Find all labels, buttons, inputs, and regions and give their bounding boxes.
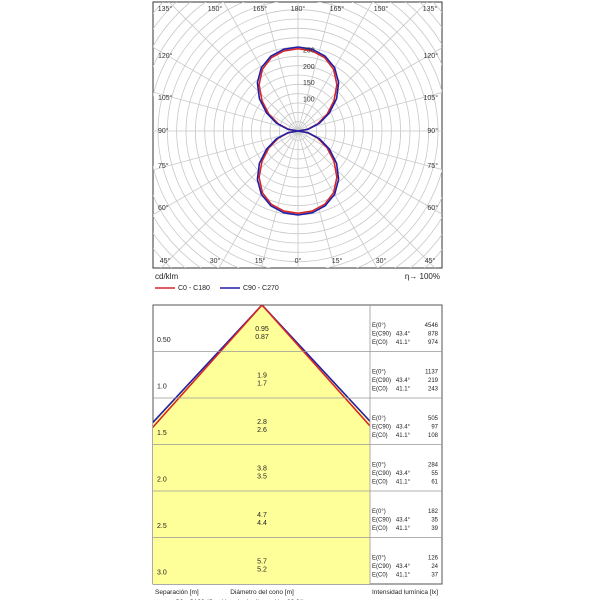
row-illuminance: 4546 (424, 323, 438, 329)
row-diameter-c90: 0.95 (255, 326, 269, 333)
row-diameter-c0: 5.2 (257, 566, 267, 574)
row-e-label: E(C90) (372, 517, 392, 524)
row-diameter-c90: 5.7 (257, 558, 267, 566)
row-e-label: E(C90) (372, 424, 392, 431)
row-separation: 2.0 (157, 476, 167, 484)
row-angle: 43.4° (395, 471, 410, 477)
row-illuminance: 35 (431, 517, 438, 524)
row-angle: 43.4° (395, 517, 410, 524)
row-e-label: E(C90) (372, 564, 392, 570)
row-separation: 1.0 (157, 383, 167, 391)
angle-label-top: 135° (422, 6, 438, 13)
angle-label-bottom: 15° (331, 258, 343, 265)
row-diameter-c0: 4.4 (257, 520, 267, 527)
angle-label-top: 135° (157, 6, 173, 13)
row-diameter-c0: 3.5 (257, 473, 267, 481)
angle-label-top: 165° (329, 6, 345, 13)
row-diameter-c0: 0.87 (255, 334, 269, 341)
row-e-label: E(0°) (372, 369, 386, 376)
row-e-label: E(0°) (372, 416, 386, 422)
row-angle: 41.1° (395, 526, 410, 532)
angle-label-left: 60° (158, 205, 169, 212)
angle-label-right: 120° (423, 53, 438, 60)
row-separation: 0.50 (157, 337, 171, 344)
radial-tick-label: 150 (303, 80, 315, 88)
row-diameter-c90: 3.8 (257, 465, 267, 473)
row-illuminance: 61 (431, 479, 438, 486)
row-diameter-c0: 2.6 (257, 427, 267, 434)
angle-label-top: 165° (252, 6, 268, 13)
row-angle: 41.1° (395, 340, 410, 346)
angle-label-top: 150° (373, 6, 389, 13)
row-e-label: E(0°) (372, 555, 386, 562)
row-diameter-c90: 1.9 (257, 372, 267, 380)
row-angle: 43.4° (395, 331, 410, 338)
row-illuminance: 284 (427, 462, 438, 469)
legend-label-c0: C0 - C180 (178, 285, 210, 292)
row-illuminance: 126 (427, 555, 438, 562)
angle-label-right: 90° (427, 128, 438, 135)
row-angle: 41.1° (395, 572, 410, 579)
row-e-label: E(0°) (372, 462, 386, 469)
cone-layer (3, 305, 521, 600)
row-angle: 41.1° (395, 433, 410, 439)
row-separation: 3.0 (157, 569, 167, 577)
row-illuminance: 39 (431, 526, 438, 532)
row-e-label: E(C0) (372, 526, 388, 532)
legend-label-c90: C90 - C270 (243, 285, 279, 292)
row-illuminance: 97 (431, 424, 438, 431)
row-diameter-c90: 2.8 (257, 419, 267, 426)
radial-tick-label: 100 (303, 96, 315, 104)
angle-label-bottom: 30° (209, 258, 221, 265)
row-angle: 43.4° (395, 424, 410, 431)
row-illuminance: 37 (431, 572, 438, 579)
efficiency-label: η→ 100% (404, 272, 440, 281)
row-illuminance: 1137 (425, 369, 438, 376)
row-e-label: E(C90) (372, 331, 392, 338)
angle-label-bottom: 30° (375, 258, 387, 265)
angle-label-right: 75° (427, 163, 438, 170)
x-label-separation: Separación [m] (155, 589, 199, 596)
angle-label-left: 90° (158, 128, 169, 135)
angle-label-left: 75° (158, 163, 169, 170)
row-diameter-c90: 4.7 (257, 512, 267, 519)
row-angle: 43.4° (395, 564, 410, 570)
row-e-label: E(C90) (372, 378, 392, 384)
row-e-label: E(0°) (372, 323, 386, 329)
angle-label-bottom: 15° (254, 258, 266, 265)
row-separation: 2.5 (157, 523, 167, 530)
row-e-label: E(C0) (372, 340, 388, 346)
row-angle: 43.4° (395, 378, 410, 384)
row-illuminance: 505 (427, 416, 438, 422)
unit-label: cd/klm (155, 272, 179, 281)
row-illuminance: 182 (427, 509, 438, 515)
angle-label-bottom: 45° (159, 258, 171, 265)
angle-label-bottom: 45° (424, 258, 436, 265)
radial-tick-label: 200 (303, 63, 315, 71)
angle-label-bottom: 0° (294, 258, 302, 265)
angle-label-top: 180° (290, 6, 306, 13)
row-e-label: E(C0) (372, 386, 388, 393)
angle-label-right: 60° (427, 205, 438, 212)
row-illuminance: 243 (427, 386, 438, 393)
row-illuminance: 878 (427, 331, 438, 338)
row-separation: 1.5 (157, 430, 167, 437)
x-label-illuminance: Intensidad lumínica [lx] (372, 589, 439, 596)
row-illuminance: 108 (427, 433, 438, 439)
row-illuminance: 24 (431, 564, 438, 570)
row-diameter-c0: 1.7 (257, 380, 267, 388)
row-angle: 41.1° (395, 386, 410, 393)
row-e-label: E(C0) (372, 572, 388, 579)
row-illuminance: 974 (427, 340, 438, 346)
row-e-label: E(C90) (372, 471, 392, 477)
row-e-label: E(0°) (372, 509, 386, 515)
angle-label-right: 105° (423, 95, 438, 102)
row-e-label: E(C0) (372, 433, 388, 439)
angle-label-left: 120° (158, 53, 173, 60)
row-e-label: E(C0) (372, 479, 388, 486)
angle-label-top: 150° (207, 6, 223, 13)
radial-tick-label: 250 (303, 47, 315, 55)
row-illuminance: 55 (431, 471, 438, 477)
angle-label-left: 105° (158, 95, 173, 102)
row-angle: 41.1° (395, 479, 410, 486)
row-illuminance: 219 (427, 378, 438, 384)
x-label-diameter: Diámetro del cono [m] (230, 589, 294, 596)
